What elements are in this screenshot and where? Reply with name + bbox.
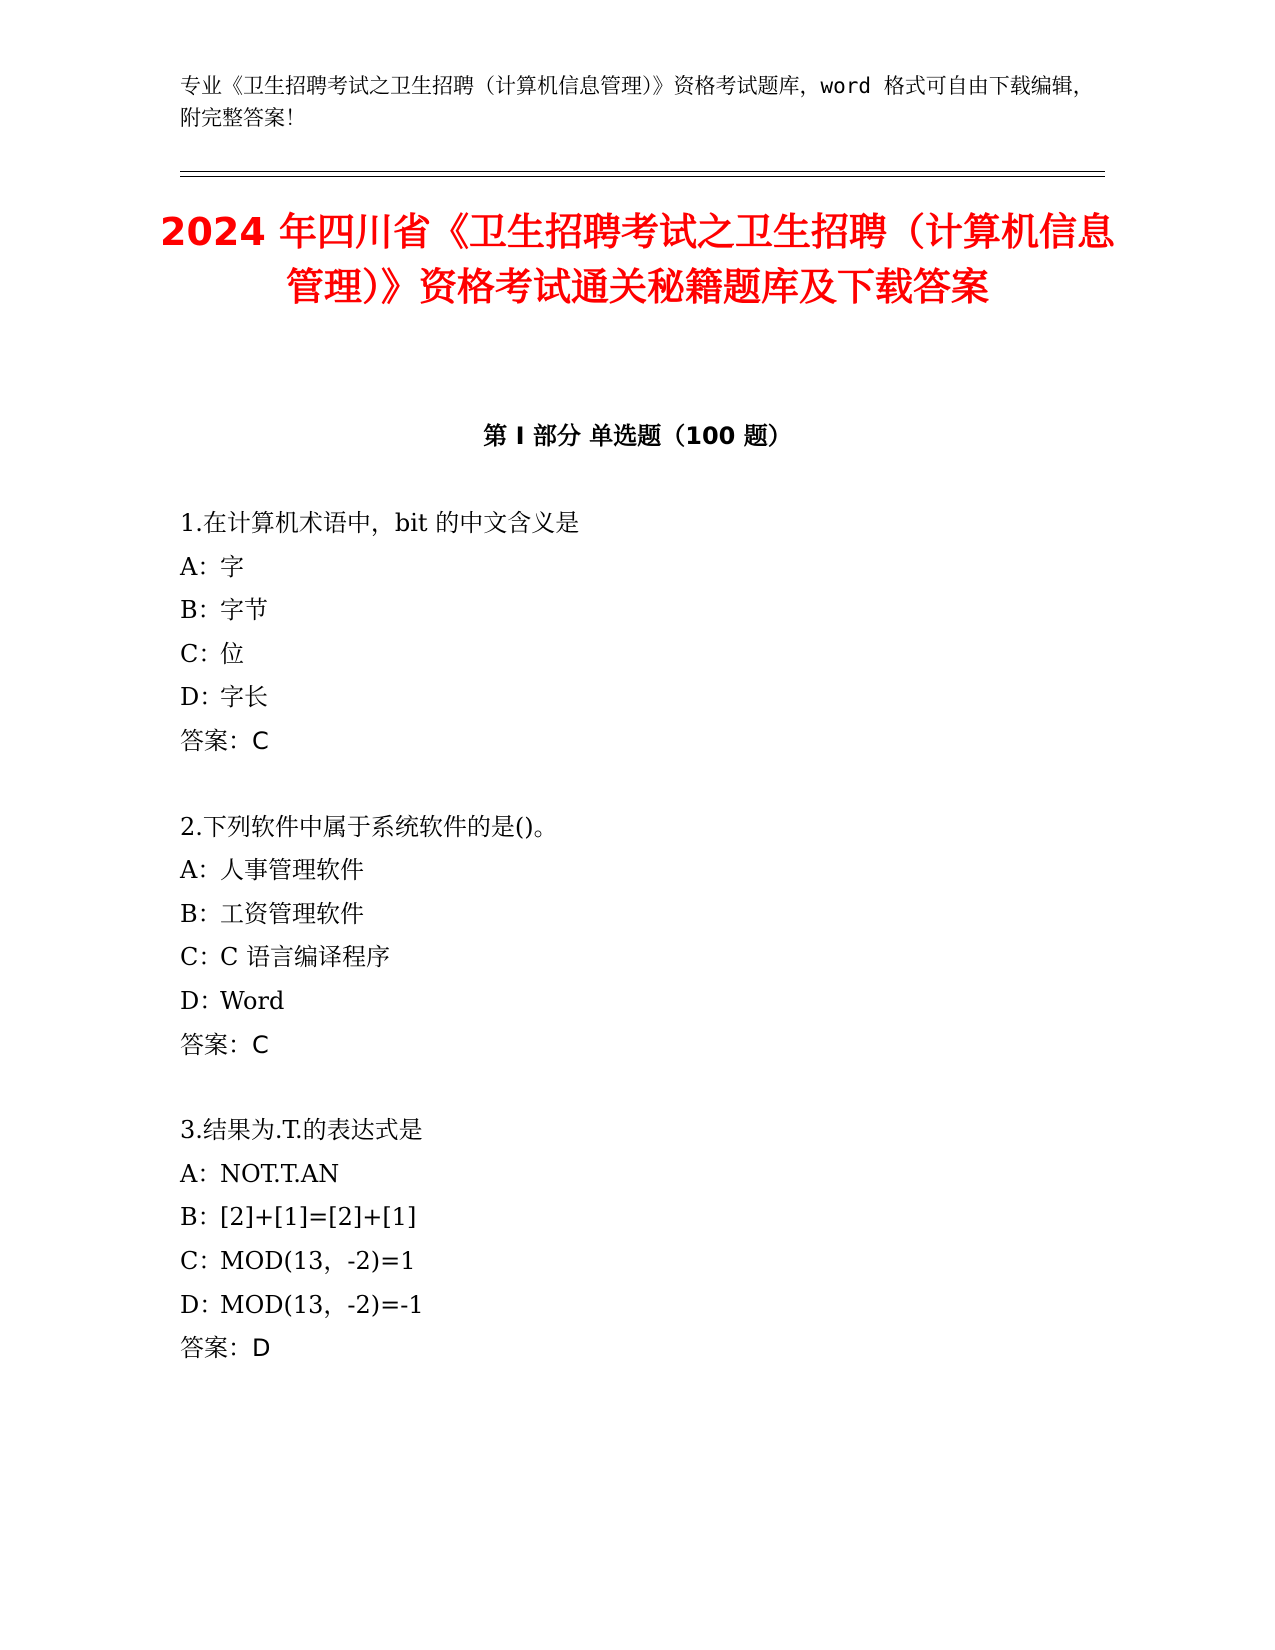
option-text: 位 — [220, 639, 244, 668]
header-note: 专业《卫生招聘考试之卫生招聘（计算机信息管理）》资格考试题库，word 格式可自由下载编辑，附完整答案！ — [180, 74, 1094, 130]
question-stem: 3.结果为.T.的表达式是 — [180, 1116, 423, 1145]
option-text: 工资管理软件 — [220, 899, 364, 928]
option-key: A： — [180, 1159, 222, 1188]
option-b — [180, 589, 1110, 633]
option-key: A： — [180, 552, 222, 581]
answer-line: 答案：C — [180, 1030, 269, 1059]
option-key: B： — [180, 596, 222, 625]
option-text: MOD(13，-2)=1 — [220, 1246, 416, 1275]
option-text: NOT.T.AN — [220, 1159, 340, 1188]
option-b — [180, 1196, 1110, 1240]
option-c — [180, 633, 1110, 677]
option-c — [180, 936, 1110, 980]
question-2 — [180, 806, 1110, 1068]
option-text: 人事管理软件 — [220, 856, 364, 885]
option-a — [180, 546, 1110, 590]
option-text: 字长 — [220, 683, 268, 712]
option-a — [180, 1153, 1110, 1197]
option-text: 字 — [220, 552, 244, 581]
header-divider-bottom — [180, 176, 1105, 177]
question-list — [180, 502, 1110, 1413]
option-d — [180, 676, 1110, 720]
option-text: [2]+[1]=[2]+[1] — [220, 1203, 417, 1232]
document-title: 2024 年四川省《卫生招聘考试之卫生招聘（计算机信息管理）》资格考试通关秘籍题库及下载答案 — [160, 210, 1115, 309]
option-key: B： — [180, 1203, 222, 1232]
option-key: A： — [180, 856, 222, 885]
option-key: B： — [180, 899, 222, 928]
option-b — [180, 893, 1110, 937]
option-text: MOD(13，-2)=-1 — [220, 1290, 424, 1319]
option-key: C： — [180, 639, 223, 668]
option-text: 字节 — [220, 596, 268, 625]
question-stem: 2.下列软件中属于系统软件的是()。 — [180, 812, 558, 841]
option-key: D： — [180, 1290, 224, 1319]
option-d — [180, 980, 1110, 1024]
option-a — [180, 849, 1110, 893]
option-text: Word — [220, 986, 285, 1015]
option-d — [180, 1284, 1110, 1328]
question-1 — [180, 502, 1110, 764]
option-key: C： — [180, 943, 223, 972]
option-key: C： — [180, 1246, 223, 1275]
answer-line: 答案：D — [180, 1334, 271, 1363]
header-divider-top — [180, 171, 1105, 172]
option-text: C 语言编译程序 — [220, 943, 390, 972]
section-heading: 第 I 部分 单选题（100 题） — [483, 422, 792, 450]
question-3 — [180, 1109, 1110, 1371]
option-key: D： — [180, 683, 224, 712]
question-stem: 1.在计算机术语中，bit 的中文含义是 — [180, 509, 580, 537]
option-c — [180, 1240, 1110, 1284]
option-key: D： — [180, 986, 224, 1015]
answer-line: 答案：C — [180, 726, 269, 755]
